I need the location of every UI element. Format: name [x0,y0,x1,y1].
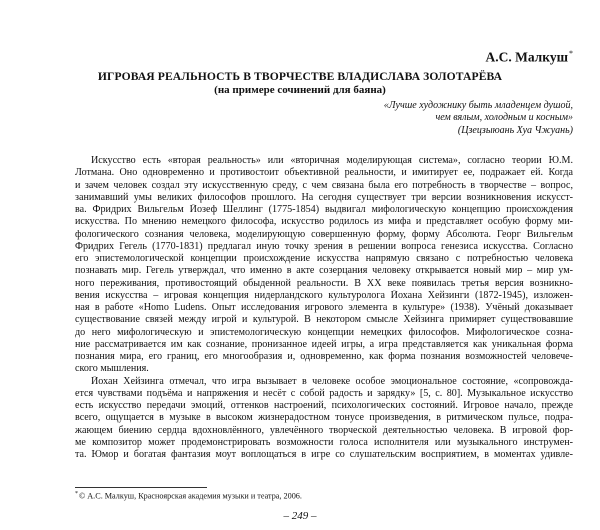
epigraph-line: чем вялым, холодным и косным» [435,112,573,124]
body-line: искусства. По мнению немецкого философа, искусство родилось из мифа и представляет особую форму ми- [75,216,573,228]
body-line: всего, ощущается в музыке в высоком жизнерадостном тонусе произведения, в ритмическом пульсе, подра- [75,412,573,424]
body-line: его эпистемологической концепции происхождение искусства напрямую связано с потребностью человека [75,253,573,264]
body-line: Искусство есть «вторая реальность» или «вторичная моделирующая система», согласно теории Ю.М. [91,155,573,166]
article-title: ИГРОВАЯ РЕАЛЬНОСТЬ В ТВОРЧЕСТВЕ ВЛАДИСЛАВА ЗОЛОТАРЁВА [97,70,503,83]
body-line: познавать мир. Гегель утверждал, что именно в акте созерцания человеку открывается новый мир – мир ум- [75,265,573,277]
footnote-marker: * [75,491,78,497]
footnote [75,491,302,501]
author-footnote-marker: * [569,49,573,58]
author-name [485,49,573,66]
body-line: ная в работе «Homo Ludens. Опыт исследования игрового элемента в культуре» (1938). Учёный доказывает [75,302,573,313]
body-line: до него мифологическую и эпистемологическую концепции немецких философов. Мифологическое сознa- [75,326,573,338]
body-line: жающем биению сердца вдохновлённого, увлечённого творческой деятельностью человека. В игровой фор- [75,424,573,436]
footnote-text: © А.С. Малкуш, Красноярская академия музыки и театра, 2006. [79,491,302,501]
epigraph [273,100,573,137]
body-line: вения искусства – игровая концепция нидерландского культуролога Йохана Хейзинги (1872-1945), изложен- [75,289,573,301]
body-line: ние рассматривается им как сознание, пронизанное идеей игры, а игра представляется как уникальная форма [75,338,573,350]
epigraph-source: (Цзецзыюань Хуа Чжуань) [457,124,573,136]
article-subtitle: (на примере сочинений для баяна) [214,84,386,96]
body-line: познания мира, его границ, его многообразия и, одновременно, как форма познания возможностей человече- [75,351,573,362]
body-line: ного переживания, противостоящий обыденной реальности. В XX веке появилась третья версия возникно- [75,277,573,289]
body-line: та. Юмор и богатая фантазия моут воплощаться в игре со слушательским восприятием, в моментах удивле- [75,449,573,460]
body-line: ского мышления. [75,363,149,375]
body-line: есть искусство передачи эмоций, оттенков настроений, психологических состояний. Игровое начало, прежде [75,400,573,411]
body-line: Фридрих Гегель (1770-1831) предлагал иную точку зрения в решении вопроса генезиса искусства. Согласно [75,240,573,252]
body-line: ва. Фридрих Вильгельм Йозеф Шеллинг (1775-1854) выдвигал мифологическую концепцию происхождения [75,204,573,215]
body-line: Йохан Хейзинга отмечал, что игра вызывает в человеке особое эмоциональное состояние, «сопровожда- [91,375,573,387]
footnote-divider [75,487,207,488]
body-text [75,155,573,461]
body-line: занимавший умы великих философов прошлого. На сегодня существует три версии возникновения искусст- [75,191,573,203]
author-name-text: А.С. Малкуш [485,49,568,65]
epigraph-line: «Лучше художнику быть младенцем душой, [383,100,573,111]
body-line: фологического сознания человека, моделирующую совершенную форму, форму Абсолюта. Георг Вильгельм [75,228,573,240]
body-line: существование связей между игрой и культурой. В некотором смысле Хейзинга примиряет существовавшие [75,314,573,326]
body-line: ется чувствами подъёма и напряжения и несёт с собой радость и зарядку» [5, с. 80]. Музыкальное искусство [75,387,573,399]
body-line: ме композитор может продемонстрировать возможности голоса исполнителя или музыкального инструмен- [75,436,573,448]
body-line: и зачем человек создал эту искусственную среду, с чем связана была его потребность в творчестве – вопрос, [75,179,573,191]
page-number: – 249 – [283,510,317,522]
body-line: Лотмана. Оно одновременно и противостоит объективной реальности, и имитирует ее, подражает ей. Когда [75,167,573,179]
